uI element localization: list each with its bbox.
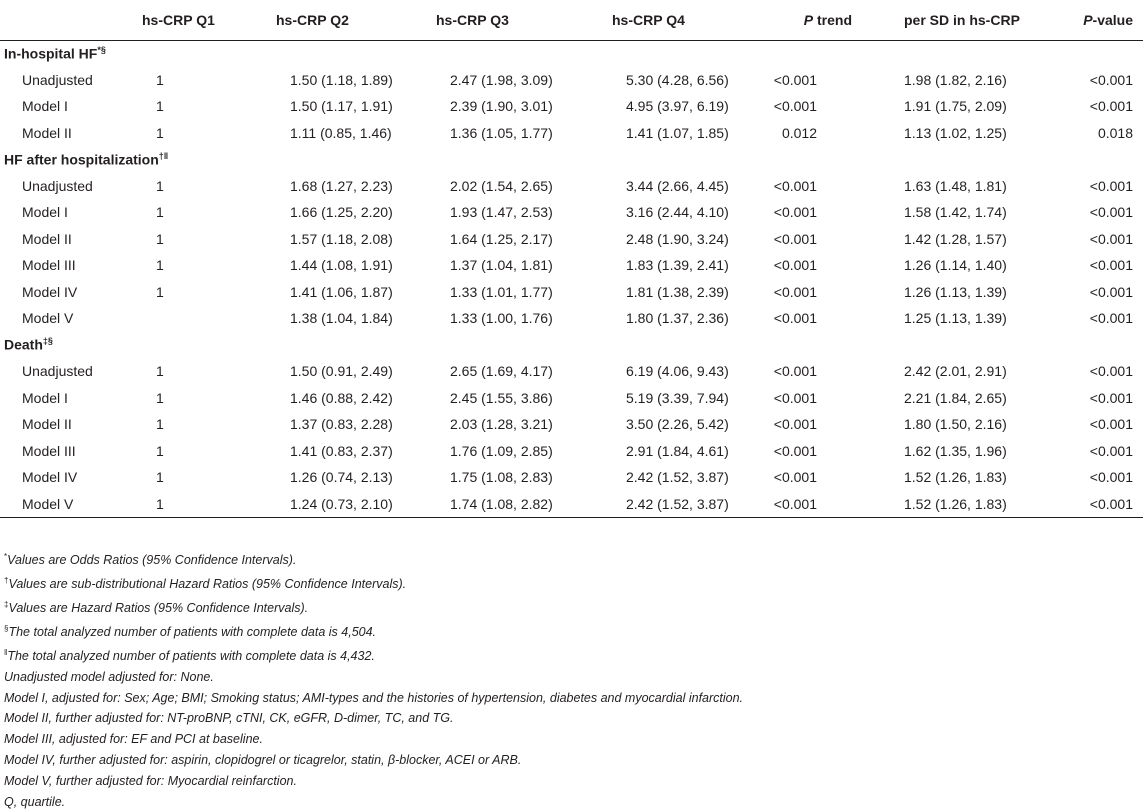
cell-p-trend: <0.001	[773, 389, 817, 406]
cell-q4: 1.80 (1.37, 2.36)	[626, 310, 729, 327]
cell-p-value: <0.001	[1089, 363, 1133, 380]
cell-q4: 5.19 (3.39, 7.94)	[626, 389, 729, 406]
footnote-mark: †	[4, 575, 9, 585]
cell-p-value: <0.001	[1089, 98, 1133, 115]
footnote	[4, 771, 1139, 792]
cell-q4: 3.16 (2.44, 4.10)	[626, 204, 729, 221]
footnote-text: Model II, further adjusted for: NT-proBNP, cTNI, CK, eGFR, D-dimer, TC, and TG.	[4, 711, 454, 726]
cell-q1: 1	[156, 204, 164, 221]
cell-p-trend: <0.001	[773, 177, 817, 194]
cell-p-value: <0.001	[1089, 177, 1133, 194]
cell-p-trend: <0.001	[773, 204, 817, 221]
cell-p-value: <0.001	[1089, 71, 1133, 88]
cell-per-sd: 1.98 (1.82, 2.16)	[904, 71, 1007, 88]
cell-q2: 1.44 (1.08, 1.91)	[290, 257, 393, 274]
footnote	[4, 792, 1139, 812]
cell-q1	[142, 305, 276, 332]
footnote-mark: §	[4, 623, 9, 633]
cell-q2: 1.50 (1.18, 1.89)	[290, 71, 393, 88]
cell-q4: 4.95 (3.97, 6.19)	[626, 98, 729, 115]
row-label: Model V	[22, 310, 74, 327]
cell-p-value: <0.001	[1059, 491, 1143, 518]
cell-p-value: <0.001	[1089, 442, 1133, 459]
table-row	[0, 385, 1143, 412]
footnote	[4, 571, 1139, 595]
footnote	[4, 667, 1139, 688]
cell-q3: 2.02 (1.54, 2.65)	[450, 177, 553, 194]
section-footnote-marks: *§	[97, 45, 106, 56]
row-label: Model I	[22, 98, 68, 115]
table-row	[0, 120, 1143, 147]
cell-q3: 1.64 (1.25, 2.17)	[450, 230, 553, 247]
footnote	[4, 643, 1139, 667]
cell-q3: 1.76 (1.09, 2.85)	[450, 442, 553, 459]
cell-per-sd: 1.26 (1.14, 1.40)	[904, 257, 1007, 274]
cell-p-trend: <0.001	[773, 71, 817, 88]
cell-q4: 3.50 (2.26, 5.42)	[626, 416, 729, 433]
footnote-text: Values are Odds Ratios (95% Confidence Intervals).	[7, 553, 297, 568]
cell-p-value: <0.001	[1089, 310, 1133, 327]
footnote-mark: ‡	[4, 599, 9, 609]
cell-q2: 1.11 (0.85, 1.46)	[290, 124, 392, 141]
cell-q3: 1.75 (1.08, 2.83)	[450, 469, 553, 486]
cell-q3: 1.74 (1.08, 2.82)	[436, 491, 612, 518]
cell-q1: 1	[156, 389, 164, 406]
cell-p-value: <0.001	[1089, 389, 1133, 406]
cell-q1: 1	[156, 416, 164, 433]
cell-q3: 1.37 (1.04, 1.81)	[450, 257, 553, 274]
row-label: Model II	[22, 124, 72, 141]
footnote-text: Model IV, further adjusted for: aspirin, clopidogrel or ticagrelor, statin, β-blocker, ACEI or ARB.	[4, 752, 522, 767]
header-row	[0, 0, 1143, 40]
cell-p-value: <0.001	[1089, 230, 1133, 247]
row-label: Model II	[22, 230, 72, 247]
cell-q3: 1.33 (1.01, 1.77)	[450, 283, 553, 300]
cell-per-sd: 1.80 (1.50, 2.16)	[904, 416, 1007, 433]
cell-q3: 1.33 (1.00, 1.76)	[450, 310, 553, 327]
row-label: Unadjusted	[22, 71, 93, 88]
cell-p-trend: <0.001	[773, 442, 817, 459]
header-cell-blank	[0, 0, 142, 40]
cell-q1: 1	[156, 442, 164, 459]
section-title: Death‡§	[4, 336, 53, 354]
section-footnote-marks: ‡§	[42, 336, 53, 347]
cell-q2: 1.57 (1.18, 2.08)	[290, 230, 393, 247]
cell-p-trend: 0.012	[781, 124, 817, 141]
cell-p-trend: <0.001	[773, 469, 817, 486]
footnote-text: The total analyzed number of patients with complete data is 4,504.	[8, 625, 377, 640]
table-row	[0, 464, 1143, 491]
cell-q2: 1.37 (0.83, 2.28)	[290, 416, 393, 433]
cell-p-value: <0.001	[1089, 283, 1133, 300]
footnote-text: The total analyzed number of patients with complete data is 4,432.	[7, 648, 375, 663]
cell-p-value: <0.001	[1089, 257, 1133, 274]
footnote	[4, 708, 1139, 729]
cell-q4: 2.42 (1.52, 3.87)	[612, 491, 767, 518]
cell-q2: 1.24 (0.73, 2.10)	[276, 491, 436, 518]
footnote	[4, 547, 1139, 571]
cell-per-sd: 2.42 (2.01, 2.91)	[904, 363, 1007, 380]
table-footnotes	[4, 547, 1139, 812]
header-cell-p-trend: P trend	[767, 0, 874, 40]
cell-p-trend: <0.001	[773, 283, 817, 300]
cell-q2: 1.50 (1.17, 1.91)	[290, 98, 393, 115]
table-row	[0, 173, 1143, 200]
footnote	[4, 729, 1139, 750]
cell-p-trend: <0.001	[767, 491, 874, 518]
cell-q1: 1	[156, 257, 164, 274]
cell-q3: 1.93 (1.47, 2.53)	[450, 204, 553, 221]
table-row	[0, 252, 1143, 279]
footnote-text: Values are Hazard Ratios (95% Confidence Intervals).	[8, 601, 309, 616]
table-row	[0, 67, 1143, 94]
cell-per-sd: 1.63 (1.48, 1.81)	[904, 177, 1007, 194]
table-row	[0, 279, 1143, 306]
cell-q4: 1.83 (1.39, 2.41)	[626, 257, 729, 274]
section-row	[0, 332, 1143, 359]
footnote-text: Model V, further adjusted for: Myocardial reinfarction.	[4, 773, 297, 788]
cell-q2: 1.41 (0.83, 2.37)	[290, 442, 393, 459]
cell-per-sd: 1.26 (1.13, 1.39)	[904, 283, 1007, 300]
row-label: Model II	[22, 416, 72, 433]
row-label: Unadjusted	[22, 177, 93, 194]
cell-q3: 2.45 (1.55, 3.86)	[450, 389, 553, 406]
cell-p-trend: <0.001	[773, 230, 817, 247]
footnote	[4, 688, 1139, 709]
table-row	[0, 305, 1143, 332]
footnote-text: Unadjusted model adjusted for: None.	[4, 669, 214, 684]
cell-q1: 1	[156, 98, 164, 115]
row-label: Model III	[22, 257, 76, 274]
section-title: HF after hospitalization†‖	[4, 150, 169, 168]
cell-q3: 2.47 (1.98, 3.09)	[450, 71, 553, 88]
cell-p-value: <0.001	[1089, 204, 1133, 221]
cell-per-sd: 1.42 (1.28, 1.57)	[904, 230, 1007, 247]
footnote-text: Q, quartile.	[4, 794, 66, 809]
table-row	[0, 358, 1143, 385]
table-row	[0, 199, 1143, 226]
table-row	[0, 226, 1143, 253]
cell-q2: 1.50 (0.91, 2.49)	[290, 363, 393, 380]
cell-q3: 2.03 (1.28, 3.21)	[450, 416, 553, 433]
cell-q4: 5.30 (4.28, 6.56)	[626, 71, 729, 88]
header-cell-q1: hs-CRP Q1	[142, 0, 276, 40]
header-cell-q2: hs-CRP Q2	[276, 0, 436, 40]
header-cell-q4: hs-CRP Q4	[612, 0, 767, 40]
cell-q1: 1	[156, 363, 164, 380]
footnote-text: Model III, adjusted for: EF and PCI at baseline.	[4, 732, 263, 747]
cell-q4: 1.41 (1.07, 1.85)	[626, 124, 729, 141]
row-label: Model I	[22, 204, 68, 221]
cell-q4: 2.91 (1.84, 4.61)	[626, 442, 729, 459]
cell-q3: 2.65 (1.69, 4.17)	[450, 363, 553, 380]
cell-p-trend: <0.001	[773, 363, 817, 380]
row-label: Unadjusted	[22, 363, 93, 380]
cell-q2: 1.46 (0.88, 2.42)	[290, 389, 393, 406]
cell-per-sd: 1.62 (1.35, 1.96)	[904, 442, 1007, 459]
cell-p-trend: <0.001	[773, 310, 817, 327]
cell-per-sd: 2.21 (1.84, 2.65)	[904, 389, 1007, 406]
table-row	[0, 411, 1143, 438]
cell-q2: 1.38 (1.04, 1.84)	[290, 310, 393, 327]
footnote	[4, 595, 1139, 619]
cell-per-sd: 1.13 (1.02, 1.25)	[904, 124, 1007, 141]
cell-per-sd: 1.91 (1.75, 2.09)	[904, 98, 1007, 115]
cell-q1: 1	[156, 177, 164, 194]
cell-per-sd: 1.52 (1.26, 1.83)	[904, 469, 1007, 486]
cell-q4: 3.44 (2.66, 4.45)	[626, 177, 729, 194]
table-row	[0, 93, 1143, 120]
cell-per-sd: 1.52 (1.26, 1.83)	[874, 491, 1059, 518]
row-label: Model IV	[22, 469, 78, 486]
cell-q1: 1	[156, 469, 164, 486]
cell-p-value: <0.001	[1089, 469, 1133, 486]
header-cell-q3: hs-CRP Q3	[436, 0, 612, 40]
cell-p-value: <0.001	[1089, 416, 1133, 433]
cell-q4: 1.81 (1.38, 2.39)	[626, 283, 729, 300]
section-row	[0, 146, 1143, 173]
cell-q1: 1	[156, 124, 164, 141]
cell-q1: 1	[156, 230, 164, 247]
footnote-text: Values are sub-distributional Hazard Ratios (95% Confidence Intervals).	[8, 577, 407, 592]
footnote-mark: ‖	[4, 647, 8, 657]
cell-q4: 2.48 (1.90, 3.24)	[626, 230, 729, 247]
header-cell-per-sd: per SD in hs-CRP	[874, 0, 1059, 40]
row-label: Model I	[22, 389, 68, 406]
row-label: Model IV	[22, 283, 78, 300]
cell-p-trend: <0.001	[773, 257, 817, 274]
footnote-text: Model I, adjusted for: Sex; Age; BMI; Smoking status; AMI-types and the histories of hypertension, diabetes and myocardial infarction.	[4, 690, 744, 705]
cell-q2: 1.68 (1.27, 2.23)	[290, 177, 393, 194]
header-cell-p-value: P-value	[1059, 0, 1143, 40]
cell-per-sd: 1.25 (1.13, 1.39)	[904, 310, 1007, 327]
cell-p-value: 0.018	[1097, 124, 1133, 141]
cell-q4: 6.19 (4.06, 9.43)	[626, 363, 729, 380]
row-label: Model V	[0, 491, 142, 518]
section-row	[0, 40, 1143, 67]
cell-q2: 1.41 (1.06, 1.87)	[290, 283, 393, 300]
cell-per-sd: 1.58 (1.42, 1.74)	[904, 204, 1007, 221]
cell-q4: 2.42 (1.52, 3.87)	[626, 469, 729, 486]
cell-q1: 1	[156, 71, 164, 88]
section-title: In-hospital HF*§	[4, 45, 106, 62]
cell-q2: 1.26 (0.74, 2.13)	[290, 469, 393, 486]
table-row	[0, 491, 1143, 518]
cell-p-trend: <0.001	[773, 98, 817, 115]
row-label: Model III	[22, 442, 76, 459]
cell-p-trend: <0.001	[773, 416, 817, 433]
footnote	[4, 750, 1139, 771]
cell-q1: 1	[142, 491, 276, 518]
footnote	[4, 619, 1139, 643]
cell-q3: 1.36 (1.05, 1.77)	[450, 124, 553, 141]
cell-q1: 1	[156, 283, 164, 300]
footnote-mark: *	[4, 552, 8, 561]
section-footnote-marks: †‖	[158, 150, 169, 161]
cell-q2: 1.66 (1.25, 2.20)	[290, 204, 393, 221]
cell-q3: 2.39 (1.90, 3.01)	[450, 98, 553, 115]
table-row	[0, 438, 1143, 465]
